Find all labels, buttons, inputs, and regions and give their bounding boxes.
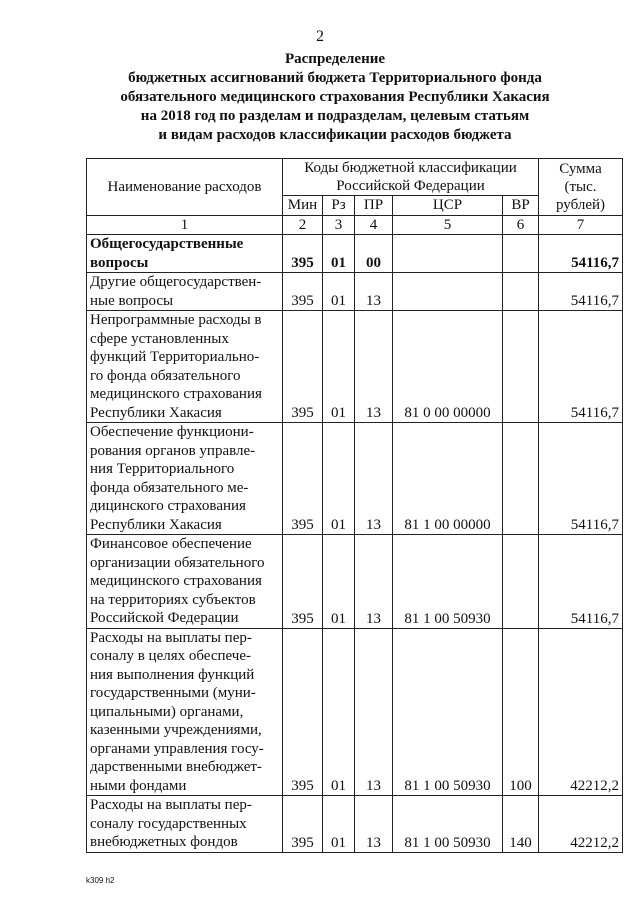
expense-name — [87, 535, 283, 629]
section-code: 01 — [323, 535, 355, 629]
amount: 54116,7 — [539, 423, 623, 535]
subsection-code: 13 — [355, 273, 393, 311]
expense-type-code — [503, 423, 539, 535]
expense-name-line: Обеспечение функциони- — [90, 424, 254, 440]
expense-name — [87, 423, 283, 535]
footer-code: k309 h2 — [86, 876, 115, 885]
expense-name-line: Российской Федерации — [90, 610, 239, 626]
budget-table-body — [87, 235, 623, 853]
expense-name-line: соналу в целях обеспече- — [90, 648, 251, 664]
header-codes-line: Коды бюджетной классификации — [304, 160, 517, 176]
header-name: Наименование расходов — [87, 159, 283, 216]
expense-name — [87, 273, 283, 311]
expense-name-line: Общегосударственные — [90, 236, 244, 252]
expense-type-code: 140 — [503, 796, 539, 853]
expense-name-line: фонда обязательного ме- — [90, 479, 249, 496]
target-article-code: 81 1 00 50930 — [393, 628, 503, 796]
header-sum-line: (тыс. — [564, 179, 597, 195]
expense-name-line: функций Территориально- — [90, 349, 260, 365]
expense-name-line: медицинского страхования — [90, 573, 262, 589]
expense-name-line: соналу государственных — [90, 815, 247, 832]
table-row — [87, 423, 623, 535]
expense-name-line: рования органов управле- — [90, 442, 256, 459]
expense-name-line: вопросы — [90, 254, 149, 271]
header-codes — [283, 159, 539, 196]
ministry-code: 395 — [283, 311, 323, 423]
expense-name-line: органами управления госу- — [90, 740, 264, 757]
table-row — [87, 235, 623, 273]
target-article-code — [393, 273, 503, 311]
target-article-code — [393, 235, 503, 273]
expense-name-line: Расходы на выплаты пер- — [90, 797, 252, 813]
ministry-code: 395 — [283, 273, 323, 311]
ministry-code: 395 — [283, 628, 323, 796]
header-codes-line: Российской Федерации — [336, 178, 485, 194]
title-line: и видам расходов классификации расходов бюджета — [158, 127, 512, 143]
subsection-code: 00 — [355, 235, 393, 273]
header-sum — [539, 159, 623, 216]
expense-name-line: Расходы на выплаты пер- — [90, 629, 252, 646]
amount: 42212,2 — [539, 628, 623, 796]
amount: 54116,7 — [539, 535, 623, 629]
title-line: бюджетных ассигнований бюджета Территориального фонда — [128, 70, 542, 86]
expense-name-line: ния Территориального — [90, 461, 235, 477]
section-code: 01 — [323, 796, 355, 853]
column-index: 1 — [87, 216, 283, 235]
ministry-code: 395 — [283, 535, 323, 629]
expense-name-line: Другие общегосударствен- — [90, 274, 262, 290]
column-index: 3 — [323, 216, 355, 235]
header-sum-line: Сумма — [559, 161, 602, 177]
column-index: 6 — [503, 216, 539, 235]
expense-name-line: на территориях субъектов — [90, 591, 256, 608]
subsection-code: 13 — [355, 311, 393, 423]
expense-name-line: ными фондами — [90, 777, 187, 794]
expense-name — [87, 628, 283, 796]
expense-type-code: 100 — [503, 628, 539, 796]
column-index-row — [87, 216, 623, 235]
target-article-code: 81 1 00 50930 — [393, 535, 503, 629]
expense-name-line: го фонда обязательного — [90, 367, 241, 384]
document-title — [40, 50, 630, 145]
table-row — [87, 796, 623, 853]
amount: 54116,7 — [539, 311, 623, 423]
column-index: 7 — [539, 216, 623, 235]
section-code: 01 — [323, 628, 355, 796]
column-index: 5 — [393, 216, 503, 235]
title-line: на 2018 год по разделам и подразделам, целевым статьям — [140, 108, 530, 124]
expense-name — [87, 311, 283, 423]
amount: 42212,2 — [539, 796, 623, 853]
section-code: 01 — [323, 311, 355, 423]
section-code: 01 — [323, 423, 355, 535]
ministry-code: 395 — [283, 235, 323, 273]
expense-name-line: казенными учреждениями, — [90, 722, 262, 738]
target-article-code: 81 0 00 00000 — [393, 311, 503, 423]
title-line: Распределение — [284, 51, 386, 67]
expense-name-line: внебюджетных фондов — [90, 834, 238, 850]
expense-name-line: Республики Хакасия — [90, 516, 222, 533]
expense-name-line: государственными (муни- — [90, 685, 256, 701]
expense-type-code — [503, 235, 539, 273]
expense-name-line: дицинского страхования — [90, 498, 246, 514]
expense-name-line: Финансовое обеспечение — [90, 536, 252, 552]
expense-name-line: ные вопросы — [90, 292, 174, 309]
column-index: 2 — [283, 216, 323, 235]
table-row — [87, 311, 623, 423]
expense-type-code — [503, 311, 539, 423]
expense-name-line: дарственными внебюджет- — [90, 759, 262, 775]
expense-name-line: медицинского страхования — [90, 386, 262, 402]
column-index: 4 — [355, 216, 393, 235]
page-number: 2 — [316, 28, 324, 45]
amount: 54116,7 — [539, 273, 623, 311]
expense-name-line: организации обязательного — [90, 554, 265, 571]
target-article-code: 81 1 00 50930 — [393, 796, 503, 853]
ministry-code: 395 — [283, 423, 323, 535]
expense-name-line: Республики Хакасия — [90, 404, 222, 421]
budget-table — [86, 158, 623, 853]
subsection-code: 13 — [355, 628, 393, 796]
ministry-code: 395 — [283, 796, 323, 853]
table-row — [87, 273, 623, 311]
table-row — [87, 535, 623, 629]
target-article-code: 81 1 00 00000 — [393, 423, 503, 535]
expense-name-line: сфере установленных — [90, 330, 229, 347]
section-code: 01 — [323, 235, 355, 273]
expense-name-line: ния выполнения функций — [90, 666, 255, 683]
table-row — [87, 628, 623, 796]
header-vr: ВР — [503, 196, 539, 216]
expense-name-line: ципальными) органами, — [90, 703, 244, 720]
header-csr: ЦСР — [393, 196, 503, 216]
header-pr: ПР — [355, 196, 393, 216]
amount: 54116,7 — [539, 235, 623, 273]
title-line: обязательного медицинского страхования Республики Хакасия — [120, 89, 550, 105]
subsection-code: 13 — [355, 535, 393, 629]
header-sum-line: рублей) — [555, 197, 606, 213]
header-rz: Рз — [323, 196, 355, 216]
expense-name — [87, 235, 283, 273]
expense-name-line: Непрограммные расходы в — [90, 312, 262, 328]
expense-name — [87, 796, 283, 853]
section-code: 01 — [323, 273, 355, 311]
expense-type-code — [503, 535, 539, 629]
subsection-code: 13 — [355, 423, 393, 535]
header-min: Мин — [283, 196, 323, 216]
subsection-code: 13 — [355, 796, 393, 853]
expense-type-code — [503, 273, 539, 311]
